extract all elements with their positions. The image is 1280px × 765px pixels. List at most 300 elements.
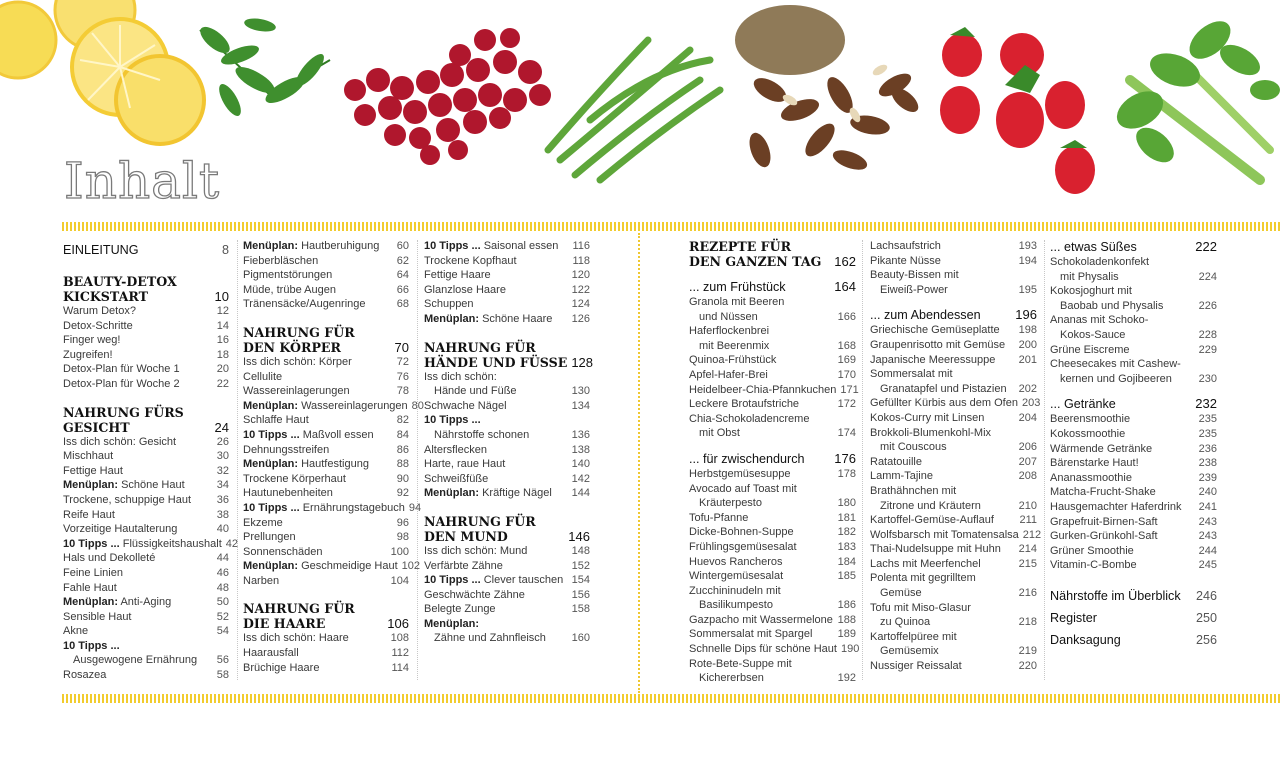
toc-entry[interactable] bbox=[689, 383, 859, 398]
toc-entry[interactable] bbox=[689, 397, 856, 412]
toc-entry[interactable] bbox=[63, 333, 229, 348]
toc-entry[interactable] bbox=[870, 586, 1037, 601]
toc-entry[interactable] bbox=[63, 537, 239, 552]
toc-entry-text: Geschmeidige Haut bbox=[301, 560, 398, 573]
toc-entry[interactable] bbox=[689, 569, 856, 584]
toc-entry[interactable] bbox=[870, 254, 1037, 269]
toc-page-number: 30 bbox=[216, 450, 229, 463]
toc-entry[interactable] bbox=[689, 368, 856, 383]
toc-page-number: 26 bbox=[216, 435, 229, 448]
toc-entry[interactable] bbox=[1050, 270, 1217, 285]
toc-entry-text: Gazpacho mit Wassermelone bbox=[689, 613, 833, 626]
toc-entry-text: Hals und Dekolleté bbox=[63, 552, 156, 565]
toc-entry-title bbox=[1050, 607, 1097, 629]
toc-entry[interactable] bbox=[424, 457, 590, 472]
toc-entry[interactable] bbox=[424, 544, 590, 559]
toc-entry[interactable] bbox=[689, 353, 856, 368]
toc-entry[interactable] bbox=[870, 367, 1037, 382]
toc-entry[interactable] bbox=[1050, 485, 1217, 500]
toc-entry[interactable] bbox=[243, 283, 409, 298]
toc-entry-title bbox=[424, 559, 503, 574]
toc-entry-title bbox=[243, 530, 296, 545]
toc-entry[interactable] bbox=[870, 239, 1037, 254]
toc-chapter-line bbox=[63, 405, 229, 420]
toc-page-number: 195 bbox=[1018, 283, 1037, 296]
toc-entry[interactable] bbox=[689, 555, 856, 570]
toc-entry[interactable] bbox=[1050, 328, 1217, 343]
toc-entry-text: Eiweiß-Power bbox=[880, 283, 948, 296]
toc-page-number: 160 bbox=[571, 632, 590, 645]
toc-entry[interactable] bbox=[424, 399, 590, 414]
toc-chapter-line bbox=[63, 289, 229, 304]
toc-entry-title bbox=[870, 308, 981, 323]
toc-entry[interactable] bbox=[870, 484, 1037, 499]
toc-chapter-heading[interactable] bbox=[243, 325, 409, 355]
toc-entry[interactable] bbox=[243, 559, 421, 574]
toc-entry[interactable] bbox=[1050, 412, 1217, 427]
toc-entry[interactable] bbox=[424, 588, 590, 603]
toc-entry[interactable] bbox=[689, 324, 856, 339]
toc-entry[interactable] bbox=[870, 499, 1037, 514]
toc-entry-title bbox=[243, 428, 374, 443]
toc-entry-text: Prellungen bbox=[243, 531, 296, 544]
toc-entry-text: Kräuterpesto bbox=[699, 497, 762, 510]
toc-entry[interactable] bbox=[689, 525, 856, 540]
toc-entry[interactable] bbox=[870, 630, 1037, 645]
toc-entry-text: Iss dich schön: bbox=[424, 370, 497, 383]
toc-entry[interactable] bbox=[1050, 372, 1217, 387]
toc-entry[interactable] bbox=[63, 624, 229, 639]
toc-section-heading[interactable] bbox=[1050, 239, 1217, 255]
toc-page-number: 90 bbox=[396, 472, 409, 485]
toc-entry[interactable] bbox=[870, 601, 1037, 616]
toc-entry[interactable] bbox=[689, 496, 856, 511]
toc-entry-text: Schuppen bbox=[424, 298, 474, 311]
toc-entry-title bbox=[63, 304, 136, 319]
toc-entry-title bbox=[689, 496, 762, 511]
toc-page-number: 216 bbox=[1018, 587, 1037, 600]
toc-entry-text: EINLEITUNG bbox=[63, 243, 139, 257]
toc-entry[interactable] bbox=[870, 513, 1037, 528]
toc-entry[interactable] bbox=[243, 661, 409, 676]
toc-entry[interactable] bbox=[424, 297, 590, 312]
toc-entry-text: Kokossmoothie bbox=[1050, 427, 1126, 440]
toc-entry[interactable] bbox=[1050, 427, 1217, 442]
toc-entry-title bbox=[63, 668, 106, 683]
toc-entry[interactable] bbox=[870, 338, 1037, 353]
toc-chapter-heading[interactable] bbox=[243, 601, 409, 631]
toc-chapter-line bbox=[689, 239, 856, 254]
toc-entry[interactable] bbox=[424, 254, 590, 269]
toc-entry-text: Trockene Kopfhaut bbox=[424, 254, 517, 267]
toc-entry[interactable] bbox=[689, 467, 856, 482]
toc-entry-title bbox=[1050, 343, 1129, 358]
toc-entry-text: Fettige Haare bbox=[424, 269, 491, 282]
toc-page-number: 82 bbox=[396, 414, 409, 427]
toc-chapter-title: REZEPTE FÜR bbox=[689, 239, 792, 254]
toc-entry[interactable] bbox=[243, 239, 409, 254]
toc-entry[interactable] bbox=[689, 613, 856, 628]
toc-chapter-line bbox=[243, 340, 409, 355]
toc-entry[interactable] bbox=[243, 355, 409, 370]
toc-entry[interactable] bbox=[1050, 471, 1217, 486]
toc-page-number: 126 bbox=[571, 312, 590, 325]
toc-entry-text: Apfel-Hafer-Brei bbox=[689, 368, 768, 381]
toc-entry[interactable] bbox=[870, 542, 1037, 557]
toc-section-heading[interactable] bbox=[1050, 396, 1217, 412]
toc-entry-text: Finger weg! bbox=[63, 334, 121, 347]
toc-chapter-heading[interactable] bbox=[424, 339, 594, 370]
toc-entry[interactable] bbox=[689, 339, 856, 354]
toc-entry[interactable] bbox=[424, 268, 590, 283]
toc-main-entry[interactable] bbox=[1050, 585, 1217, 607]
toc-page-number: 250 bbox=[1195, 610, 1217, 625]
toc-entry-title bbox=[689, 482, 797, 497]
toc-entry[interactable] bbox=[63, 478, 229, 493]
toc-column-4 bbox=[689, 239, 860, 686]
toc-entry-text: Graupenrisotto mit Gemüse bbox=[870, 338, 1006, 351]
toc-entry-text: Trockene, schuppige Haut bbox=[63, 493, 191, 506]
toc-entry[interactable] bbox=[243, 254, 409, 269]
toc-entry-title bbox=[63, 537, 222, 552]
toc-chapter-heading[interactable] bbox=[63, 405, 229, 435]
toc-entry[interactable] bbox=[243, 428, 409, 443]
toc-entry-title bbox=[63, 581, 117, 596]
toc-entry-text: Huevos Rancheros bbox=[689, 555, 783, 568]
toc-page-number: 188 bbox=[837, 613, 856, 626]
celery bbox=[1110, 14, 1280, 180]
toc-entry-text: Leckere Brotaufstriche bbox=[689, 398, 800, 411]
toc-entry-text: Clever tauschen bbox=[483, 574, 564, 587]
toc-entry-text: mit Beerenmix bbox=[699, 339, 770, 352]
toc-page-number: 236 bbox=[1198, 442, 1217, 455]
toc-page-number: 60 bbox=[396, 240, 409, 252]
toc-entry[interactable] bbox=[870, 323, 1037, 338]
toc-entry[interactable] bbox=[63, 304, 229, 319]
toc-page-number: 22 bbox=[216, 377, 229, 390]
toc-chapter-heading[interactable] bbox=[63, 274, 229, 304]
toc-entry[interactable] bbox=[1050, 255, 1217, 270]
toc-entry[interactable] bbox=[63, 377, 229, 392]
toc-page-number: 128 bbox=[571, 354, 594, 370]
toc-entry-title bbox=[689, 339, 769, 354]
toc-entry[interactable] bbox=[424, 384, 590, 399]
toc-entry[interactable] bbox=[63, 464, 229, 479]
toc-entry[interactable] bbox=[870, 283, 1037, 298]
toc-entry[interactable] bbox=[243, 530, 409, 545]
toc-entry-text: Hautunebenheiten bbox=[243, 487, 333, 500]
toc-entry-text: Lachs mit Meerfenchel bbox=[870, 557, 981, 570]
toc-page-number: 239 bbox=[1198, 471, 1217, 484]
toc-entry[interactable] bbox=[63, 319, 229, 334]
toc-entry-title bbox=[1050, 456, 1139, 471]
toc-entry-text: Saisonal essen bbox=[483, 240, 559, 252]
toc-entry-text: Gemüsemix bbox=[880, 645, 939, 658]
toc-entry[interactable] bbox=[870, 615, 1037, 630]
toc-entry[interactable] bbox=[424, 283, 590, 298]
toc-page-number: 24 bbox=[214, 419, 229, 435]
toc-entry-text: Hausgemachter Haferdrink bbox=[1050, 500, 1182, 513]
toc-entry[interactable] bbox=[689, 540, 856, 555]
toc-entry[interactable] bbox=[1050, 558, 1217, 573]
toc-entry-title bbox=[1050, 412, 1130, 427]
toc-entry[interactable] bbox=[870, 659, 1037, 674]
toc-entry-title bbox=[63, 508, 115, 523]
toc-entry[interactable] bbox=[870, 353, 1037, 368]
toc-entry[interactable] bbox=[243, 472, 409, 487]
toc-page-number: 210 bbox=[1018, 499, 1037, 512]
toc-entry-title bbox=[1050, 427, 1125, 442]
toc-chapter-heading[interactable] bbox=[424, 514, 590, 544]
toc-entry-title bbox=[870, 659, 962, 674]
toc-entry-title bbox=[870, 499, 981, 514]
toc-page-number: 94 bbox=[408, 501, 422, 514]
toc-entry[interactable] bbox=[1050, 299, 1217, 314]
toc-page-number: 76 bbox=[396, 370, 409, 383]
toc-page-number: 168 bbox=[837, 339, 856, 352]
toc-entry[interactable] bbox=[424, 443, 590, 458]
toc-entry[interactable] bbox=[1050, 515, 1217, 530]
toc-entry[interactable] bbox=[63, 522, 229, 537]
toc-entry-title bbox=[424, 399, 507, 414]
toc-page-number: 134 bbox=[571, 399, 590, 412]
toc-page-number: 148 bbox=[571, 544, 590, 557]
toc-page-number: 32 bbox=[216, 464, 229, 477]
toc-chapter-title: DEN MUND bbox=[424, 528, 508, 544]
toc-entry[interactable] bbox=[424, 486, 590, 501]
toc-entry-title bbox=[1050, 328, 1125, 343]
toc-page-number: 203 bbox=[1021, 397, 1041, 410]
toc-entry[interactable] bbox=[689, 584, 856, 599]
toc-entry[interactable] bbox=[870, 455, 1037, 470]
toc-entry[interactable] bbox=[689, 310, 856, 325]
toc-entry[interactable] bbox=[243, 501, 422, 516]
toc-entry-title bbox=[63, 362, 180, 377]
toc-page-number: 40 bbox=[216, 523, 229, 536]
toc-entry[interactable] bbox=[424, 312, 590, 327]
toc-entry[interactable] bbox=[1050, 343, 1217, 358]
page-title: Inhalt bbox=[64, 152, 221, 210]
toc-entry[interactable] bbox=[689, 412, 856, 427]
toc-entry-title bbox=[870, 353, 995, 368]
toc-entry[interactable] bbox=[243, 443, 409, 458]
toc-entry[interactable] bbox=[1050, 357, 1217, 372]
toc-column-6 bbox=[1050, 239, 1217, 651]
toc-chapter-heading[interactable] bbox=[689, 239, 856, 269]
toc-page-number: 176 bbox=[834, 450, 856, 466]
toc-entry[interactable] bbox=[870, 528, 1042, 543]
toc-entry[interactable] bbox=[243, 384, 409, 399]
toc-entry[interactable] bbox=[424, 602, 590, 617]
toc-entry[interactable] bbox=[243, 297, 409, 312]
toc-page-number: 162 bbox=[834, 254, 856, 269]
toc-section-heading[interactable] bbox=[689, 279, 856, 295]
toc-entry[interactable] bbox=[689, 671, 856, 686]
toc-entry[interactable] bbox=[63, 581, 229, 596]
toc-entry[interactable] bbox=[243, 413, 409, 428]
toc-chapter-line bbox=[424, 340, 590, 355]
toc-entry-label: 10 Tipps ... bbox=[63, 537, 120, 550]
toc-entry[interactable] bbox=[424, 631, 590, 646]
toc-entry[interactable] bbox=[870, 396, 1041, 411]
toc-entry[interactable] bbox=[243, 457, 409, 472]
toc-entry-title bbox=[689, 540, 797, 555]
toc-entry[interactable] bbox=[1050, 500, 1217, 515]
toc-entry[interactable] bbox=[689, 511, 856, 526]
toc-entry[interactable] bbox=[870, 644, 1037, 659]
toc-entry[interactable] bbox=[689, 426, 856, 441]
toc-entry[interactable] bbox=[424, 573, 590, 588]
toc-entry-text: ... zum Frühstück bbox=[689, 280, 786, 294]
toc-entry-label: Menüplan: bbox=[243, 560, 298, 573]
toc-entry-text: Heidelbeer-Chia-Pfannkuchen bbox=[689, 383, 837, 396]
toc-entry[interactable] bbox=[63, 551, 229, 566]
toc-page-number: 207 bbox=[1018, 455, 1037, 468]
toc-page-number: 222 bbox=[1195, 239, 1217, 254]
toc-entry-title bbox=[870, 440, 947, 455]
toc-entry-title bbox=[689, 383, 836, 398]
toc-entry[interactable] bbox=[1050, 284, 1217, 299]
toc-page-number: 174 bbox=[837, 427, 856, 440]
toc-entry-text: Warum Detox? bbox=[63, 305, 136, 317]
toc-page-number: 169 bbox=[837, 354, 856, 367]
toc-column-1 bbox=[63, 239, 239, 683]
toc-entry-title bbox=[243, 443, 329, 458]
toc-entry[interactable] bbox=[1050, 529, 1217, 544]
toc-page-number: 232 bbox=[1195, 396, 1217, 412]
toc-entry[interactable] bbox=[63, 348, 229, 363]
toc-entry-text: Granatapfel und Pistazien bbox=[880, 382, 1007, 395]
toc-entry[interactable] bbox=[63, 362, 229, 377]
toc-entry[interactable] bbox=[243, 399, 424, 414]
toc-entry[interactable] bbox=[63, 668, 229, 683]
toc-entry[interactable] bbox=[63, 610, 229, 625]
toc-entry[interactable] bbox=[63, 653, 229, 668]
toc-page-number: 218 bbox=[1018, 616, 1037, 629]
toc-entry[interactable] bbox=[870, 426, 1037, 441]
toc-entry[interactable] bbox=[1050, 442, 1217, 457]
toc-entry[interactable] bbox=[870, 382, 1037, 397]
toc-page-number: 208 bbox=[1018, 470, 1037, 483]
toc-entry-text: Hautberuhigung bbox=[301, 240, 380, 252]
toc-entry[interactable] bbox=[63, 508, 229, 523]
toc-entry[interactable] bbox=[1050, 456, 1217, 471]
toc-entry-text: Altersflecken bbox=[424, 443, 487, 456]
toc-entry[interactable] bbox=[243, 631, 409, 646]
toc-entry-text: Ananassmoothie bbox=[1050, 471, 1132, 484]
toc-entry-text: Pikante Nüsse bbox=[870, 254, 941, 267]
toc-entry-text: Japanische Meeressuppe bbox=[870, 353, 996, 366]
toc-page-number: 106 bbox=[387, 616, 409, 632]
toc-entry-text: Lachsaufstrich bbox=[870, 240, 941, 252]
toc-entry[interactable] bbox=[243, 516, 409, 531]
toc-entry[interactable] bbox=[243, 574, 409, 589]
toc-entry[interactable] bbox=[689, 642, 860, 657]
toc-entry-title bbox=[63, 319, 133, 334]
toc-page-number: 184 bbox=[837, 555, 856, 568]
toc-entry-text: Kartoffelpüree mit bbox=[870, 630, 957, 643]
toc-entry-title bbox=[63, 522, 177, 537]
toc-entry[interactable] bbox=[870, 557, 1037, 572]
toc-entry-title bbox=[63, 377, 180, 392]
toc-entry[interactable] bbox=[243, 545, 409, 560]
toc-page-number: 256 bbox=[1195, 632, 1217, 647]
toc-entry[interactable] bbox=[870, 469, 1037, 484]
toc-entry[interactable] bbox=[424, 370, 590, 385]
toc-column-2 bbox=[243, 239, 424, 675]
toc-main-entry[interactable] bbox=[63, 239, 229, 261]
toc-page-number: 112 bbox=[391, 647, 409, 660]
toc-entry-title bbox=[424, 457, 505, 472]
toc-entry[interactable] bbox=[689, 627, 856, 642]
toc-section-heading[interactable] bbox=[870, 307, 1037, 323]
toc-entry[interactable] bbox=[243, 486, 409, 501]
toc-entry[interactable] bbox=[870, 440, 1037, 455]
toc-entry[interactable] bbox=[870, 268, 1037, 283]
toc-entry[interactable] bbox=[689, 657, 856, 672]
toc-entry-title bbox=[870, 615, 930, 630]
toc-entry[interactable] bbox=[689, 482, 856, 497]
toc-main-entry[interactable] bbox=[1050, 607, 1217, 629]
toc-page-number: 136 bbox=[571, 428, 590, 441]
toc-entry-title bbox=[1050, 284, 1132, 299]
toc-entry[interactable] bbox=[424, 559, 590, 574]
toc-entry[interactable] bbox=[424, 239, 590, 254]
toc-entry-title bbox=[870, 601, 971, 616]
toc-entry[interactable] bbox=[424, 413, 590, 428]
toc-entry[interactable] bbox=[63, 566, 229, 581]
toc-entry-title bbox=[63, 239, 139, 261]
toc-entry-title bbox=[689, 627, 813, 642]
toc-entry[interactable] bbox=[63, 639, 229, 654]
toc-entry-text: Tofu-Pfanne bbox=[689, 511, 749, 524]
toc-entry[interactable] bbox=[63, 595, 229, 610]
toc-section-heading[interactable] bbox=[689, 451, 856, 467]
toc-main-entry[interactable] bbox=[1050, 629, 1217, 651]
toc-page-number: 146 bbox=[568, 528, 590, 544]
toc-entry[interactable] bbox=[63, 493, 229, 508]
toc-entry[interactable] bbox=[63, 449, 229, 464]
toc-entry[interactable] bbox=[63, 435, 229, 450]
toc-entry[interactable] bbox=[243, 370, 409, 385]
toc-entry-text: Ratatouille bbox=[870, 455, 922, 468]
toc-entry[interactable] bbox=[870, 571, 1037, 586]
toc-entry-title bbox=[63, 333, 120, 348]
toc-chapter-title: DIE HAARE bbox=[243, 616, 326, 632]
toc-entry-title bbox=[1050, 471, 1132, 486]
toc-entry[interactable] bbox=[243, 268, 409, 283]
toc-entry[interactable] bbox=[424, 428, 590, 443]
toc-page-number: 10 bbox=[214, 289, 229, 304]
toc-entry-text: ... Getränke bbox=[1050, 397, 1116, 412]
toc-entry[interactable] bbox=[689, 295, 856, 310]
toc-entry[interactable] bbox=[424, 472, 590, 487]
toc-entry[interactable] bbox=[689, 598, 856, 613]
toc-entry-text: Detox-Plan für Woche 1 bbox=[63, 363, 180, 376]
toc-entry-title bbox=[243, 457, 369, 472]
toc-entry[interactable] bbox=[1050, 313, 1217, 328]
toc-entry[interactable] bbox=[243, 646, 409, 661]
toc-entry[interactable] bbox=[424, 617, 590, 632]
toc-entry-title bbox=[689, 511, 748, 526]
toc-entry[interactable] bbox=[1050, 544, 1217, 559]
toc-entry-text: Brüchige Haare bbox=[243, 661, 320, 674]
toc-entry[interactable] bbox=[870, 411, 1037, 426]
toc-entry-text: Iss dich schön: Mund bbox=[424, 544, 528, 557]
toc-entry-label: 10 Tipps ... bbox=[424, 240, 481, 252]
toc-entry-title bbox=[689, 397, 799, 412]
toc-entry-label: 10 Tipps ... bbox=[63, 639, 120, 652]
